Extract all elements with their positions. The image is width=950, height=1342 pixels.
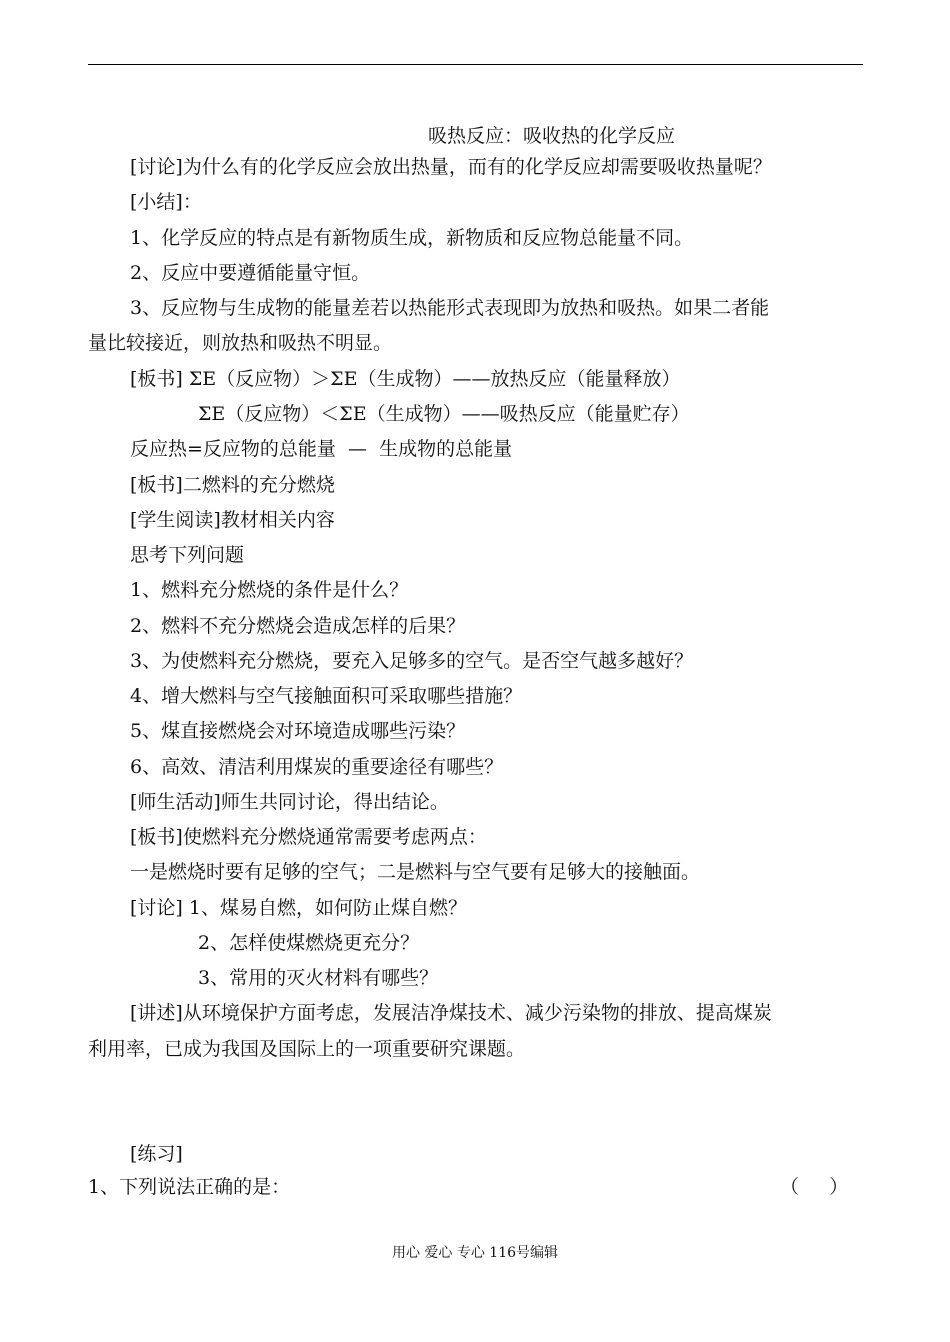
narration: [讲述]从环境保护方面考虑，发展洁净煤技术、减少污染物的排放、提高煤炭	[130, 1002, 772, 1024]
question-5: 5、煤直接燃烧会对环境造成哪些污染？	[130, 720, 466, 742]
student-reading: [学生阅读]教材相关内容	[130, 509, 335, 531]
discussion-question: [讨论]为什么有的化学反应会放出热量，而有的化学反应却需要吸收热量呢？	[130, 156, 772, 178]
summary-point-3-cont: 量比较接近，则放热和吸热不明显。	[88, 332, 393, 354]
page-footer: 用心 爱心 专心 116号编辑	[391, 1245, 559, 1261]
question-1: 1、燃料充分燃烧的条件是什么？	[130, 579, 409, 601]
board-fuel-combustion: [板书]二燃料的充分燃烧	[130, 474, 335, 496]
discussion-2: 2、怎样使煤燃烧更充分？	[198, 932, 420, 954]
answer-blank: （ ）	[780, 1176, 849, 1198]
question-6: 6、高效、清洁利用煤炭的重要途径有哪些？	[130, 756, 504, 778]
exercise-label: [练习]	[130, 1143, 183, 1165]
summary-label: [小结]：	[130, 191, 202, 213]
two-points-detail: 一是燃烧时要有足够的空气；二是燃料与空气要有足够大的接触面。	[130, 861, 701, 883]
header-rule	[88, 64, 863, 65]
question-4: 4、增大燃料与空气接触面积可采取哪些措施？	[130, 685, 523, 707]
summary-point-2: 2、反应中要遵循能量守恒。	[130, 262, 371, 284]
discussion-3: 3、常用的灭火材料有哪些？	[198, 967, 439, 989]
heading-endothermic: 吸热反应：吸收热的化学反应	[428, 125, 676, 147]
question-2: 2、燃料不充分燃烧会造成怎样的后果？	[130, 615, 466, 637]
question-3: 3、为使燃料充分燃烧，要充入足够多的空气。是否空气越多越好？	[130, 650, 694, 672]
summary-point-1: 1、化学反应的特点是有新物质生成，新物质和反应物总能量不同。	[130, 227, 694, 249]
reaction-heat-formula: 反应热=反应物的总能量 — 生成物的总能量	[130, 438, 513, 460]
board-endothermic: ΣE（反应物）＜ΣE（生成物）——吸热反应（能量贮存）	[198, 403, 690, 425]
board-two-points: [板书]使燃料充分燃烧通常需要考虑两点：	[130, 826, 487, 848]
discussion-1: [讨论] 1、煤易自燃，如何防止煤自燃？	[130, 897, 467, 919]
board-exothermic: [板书] ΣE（反应物）＞ΣE（生成物）——放热反应（能量释放）	[130, 368, 681, 390]
narration-cont: 利用率，已成为我国及国际上的一项重要研究课题。	[88, 1038, 526, 1060]
think-questions-label: 思考下列问题	[130, 544, 245, 566]
teacher-student-activity: [师生活动]师生共同讨论，得出结论。	[130, 791, 449, 813]
summary-point-3: 3、反应物与生成物的能量差若以热能形式表现即为放热和吸热。如果二者能	[130, 297, 770, 319]
exercise-question-1: 1、下列说法正确的是：	[88, 1176, 291, 1198]
